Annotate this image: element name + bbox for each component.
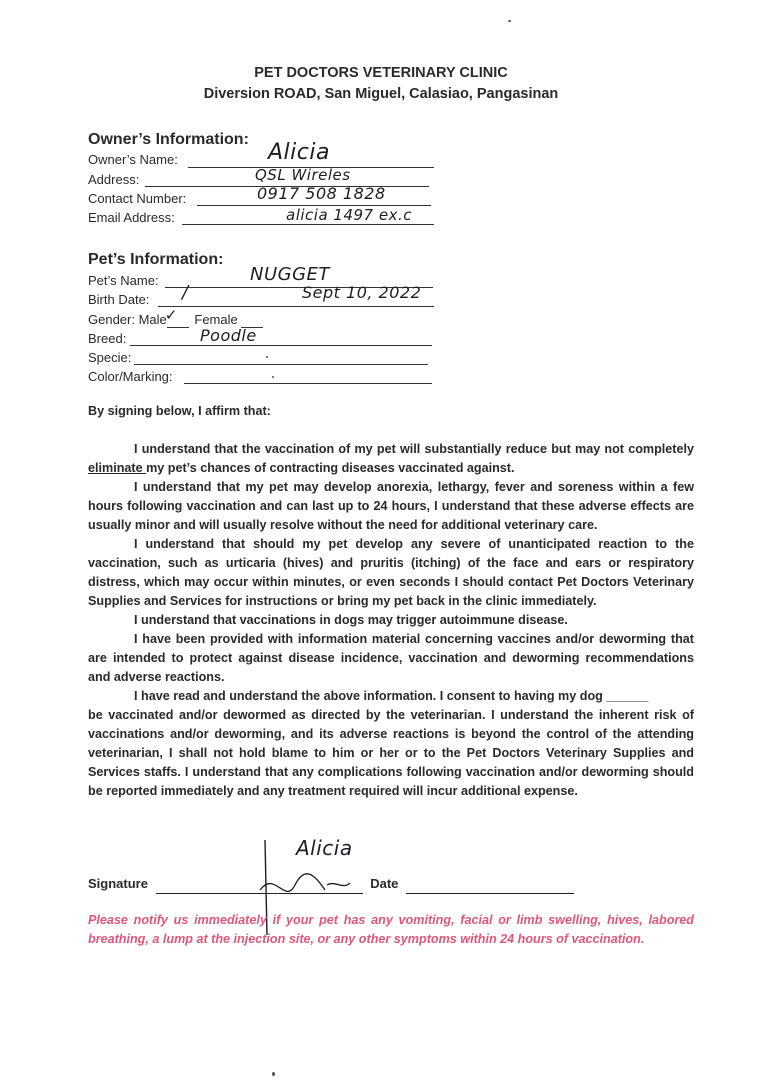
specie-label: Specie: <box>88 350 132 365</box>
breed-label: Breed: <box>88 331 127 346</box>
clinic-address: Diversion ROAD, San Miguel, Calasiao, Pangasinan <box>203 86 559 102</box>
affirm-body <box>88 440 694 801</box>
post-vaccination-notice: Please notify us immediately if your pet has any vomiting, facial or limb swelling, hives, labored breathing, a lump at the injection site, or any other symptoms within 24 hours of vaccination. <box>88 913 694 946</box>
date-label: Date <box>370 876 399 891</box>
affirm-paragraph-6a: I have read and understand the above information. I consent to having my dog ______ <box>134 689 649 703</box>
breed-line <box>130 345 432 346</box>
email-address-value: alicia 1497 ex.c <box>286 206 412 224</box>
gender-male-check: ✓ <box>164 306 178 324</box>
breed-value: Poodle <box>200 326 257 345</box>
clinic-name: PET DOCTORS VETERINARY CLINIC <box>254 65 508 81</box>
scan-speck <box>508 20 511 22</box>
affirm-intro <box>88 402 694 421</box>
owner-address-label: Address: <box>88 172 140 187</box>
pet-name-label: Pet’s Name: <box>88 273 159 288</box>
birth-date-slash: / <box>182 282 189 303</box>
gender-female-label: Female <box>194 312 238 327</box>
birth-date-label: Birth Date: <box>88 292 150 307</box>
affirm-intro-text: By signing below, I affirm that: <box>88 404 271 418</box>
scan-speck <box>272 376 274 378</box>
gender-male-label: Gender: Male <box>88 312 167 327</box>
owner-name-value: Alicia <box>268 140 330 165</box>
owner-name-label: Owner’s Name: <box>88 152 178 167</box>
signature-handwritten-name: Alicia <box>296 836 353 860</box>
color-marking-line <box>184 383 432 384</box>
email-address-line <box>182 224 434 225</box>
scan-speck <box>266 356 268 358</box>
contact-number-value: 0917 508 1828 <box>257 184 386 203</box>
scan-speck <box>272 1072 275 1076</box>
affirm-p1-underlined: eliminate <box>88 461 147 475</box>
owner-section-title: Owner’s Information: <box>88 131 249 148</box>
pet-name-value: NUGGET <box>250 264 330 285</box>
affirm-p1-a: I understand that the vaccination of my pet will substantially reduce but may not completely <box>134 442 694 456</box>
affirm-p1-b: my pet’s chances of contracting diseases vaccinated against. <box>146 461 515 475</box>
specie-line <box>134 364 428 365</box>
affirm-paragraph-3: I understand that should my pet develop any severe of unanticipated reaction to the vaccination, such as urticaria (hives) and pruritis (itching) of the face and ears or respiratory distress, which may occur within minutes, or even seconds I should contact Pet Doctors Veterinary Supplies and Services for instructions or bring my pet back in the clinic immediately. <box>88 537 694 608</box>
pet-section-title: Pet’s Information: <box>88 251 224 268</box>
affirm-paragraph-1 <box>88 440 694 478</box>
gender-male-blank <box>164 306 189 328</box>
affirm-paragraph-5: I have been provided with information material concerning vaccines and/or deworming that are intended to protect against disease incidence, vaccination and deworming recommendations and adverse reactions. <box>88 632 694 684</box>
birth-date-line <box>158 306 434 307</box>
affirm-paragraph-4: I understand that vaccinations in dogs may trigger autoimmune disease. <box>134 613 568 627</box>
owner-address-value: QSL Wireles <box>255 166 351 184</box>
affirm-paragraph-2: I understand that my pet may develop anorexia, lethargy, fever and soreness within a few hours following vaccination and can last up to 24 hours, I understand that these adverse effects are usually minor and will usually resolve without the need for additional veterinary care. <box>88 480 694 532</box>
email-address-label: Email Address: <box>88 210 175 225</box>
color-marking-label: Color/Marking: <box>88 369 173 384</box>
contact-number-label: Contact Number: <box>88 191 187 206</box>
affirm-paragraph-6b: be vaccinated and/or dewormed as directed by the veterinarian. I understand the inherent risk of vaccinations and/or deworming, and its adverse reactions is beyond the control of the attending veterinarian, I shall not hold blame to him or her or to the Pet Doctors Veterinary Supplies and Services staffs. I understand that any complications following vaccination and/or deworming should be reported immediately and any treatment required will incur additional expense. <box>88 708 694 798</box>
date-line <box>406 878 574 894</box>
birth-date-value: Sept 10, 2022 <box>302 283 422 302</box>
signature-label: Signature <box>88 876 148 891</box>
